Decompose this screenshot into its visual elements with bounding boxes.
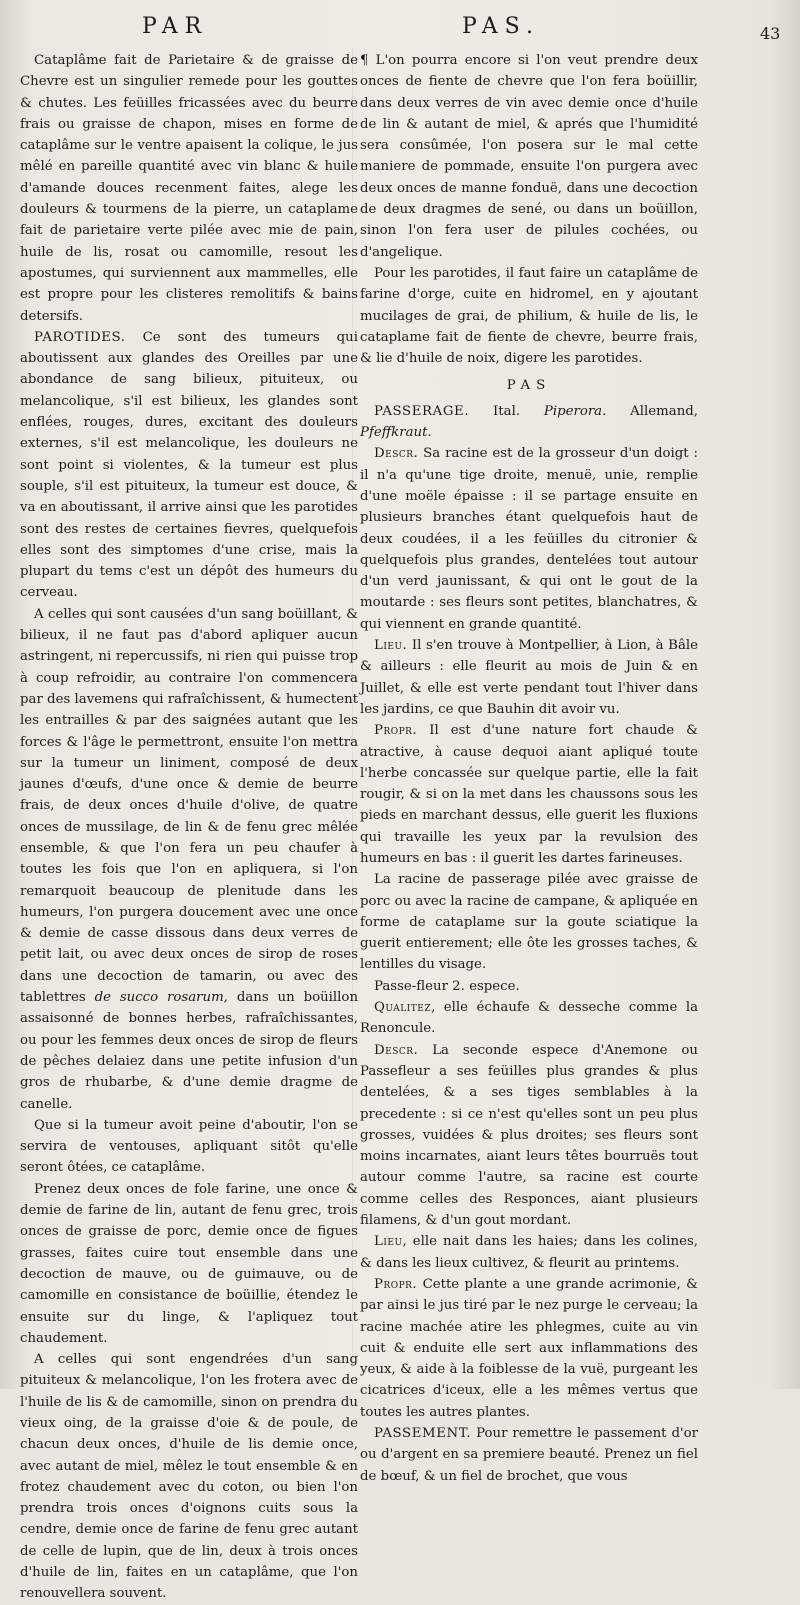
entry-keyword: PASSEMENT. xyxy=(374,1426,472,1441)
passerage-description xyxy=(360,443,698,635)
paragraph-text: Cette plante a une grande acrimonie, & par ainsi le jus tiré par le nez purge le cerveau; la racine machée atire les phlegmes, cuite au vin cuit & enduite elle sert aux inflammations des yeux, & aide à la foiblesse de la vuë, purgeant les cicatrices d'iceux, elle a les mêmes vertus que toutes les autres plantes. xyxy=(360,1276,698,1420)
page-number: 43 xyxy=(760,24,781,43)
passe-fleur-qualities xyxy=(360,997,698,1040)
running-head-left: PAR xyxy=(142,14,209,39)
passe-fleur-properties xyxy=(360,1274,698,1423)
paragraph-text: Il est d'une nature fort chaude & atractive, à cause dequoi aiant apliqué toute l'herbe concassée sur quelque partie, elle la fait rougir, & si on la met dans les chaussons sous les pieds en marchant dessus, elle guerit les fluxions qui travaille les yeux par la revulsion des humeurs en bas : il guerit les dartes farineuses. xyxy=(360,723,698,866)
section-label: Propr. xyxy=(374,1276,418,1292)
paragraph-text: dans un boüillon assaisonné de bonnes herbes, rafraîchissantes, ou pour les femmes deux onces de sirop de fleurs de pêches delaiez dans une petite infusion d'un gros de rhubarbe, & d'une demie dragme de canelle. xyxy=(20,990,359,1112)
entry-passerage xyxy=(360,401,698,444)
entry-keyword: PASSERAGE. xyxy=(374,403,470,419)
left-column xyxy=(20,50,358,1605)
running-head-right: PAS. xyxy=(462,14,540,39)
entry-text: Ital. xyxy=(469,403,521,419)
entry-parotides xyxy=(20,327,358,604)
paragraph-fiente: ¶ L'on pourra encore si l'on veut prendre deux onces de fiente de chevre que l'on fera boüillir, dans deux verres de vin avec demie once d'huile de lin & autant de miel, & aprés que l'humidité sera consûmée, l'on posera sur le mal cette maniere de pommade, ensuite l'on purgera avec deux onces de manne fonduë, dans une decoction de deux dragmes de sené, ou dans un boüillon, sinon l'on fera user de pilules cochées, ou d'angelique. xyxy=(360,53,698,260)
passerage-root: La racine de passerage pilée avec graisse de porc ou avec la racine de campane, & apliquée en forme de cataplame sur la goute sciatique la guerit entierement; elle ôte les grosses taches, & lentilles du visage. xyxy=(360,872,698,973)
paragraph-ventouses: Que si la tumeur avoit peine d'aboutir, l'on se servira de ventouses, apliquant sitôt qu'elle seront ôtées, ce cataplâme. xyxy=(20,1117,358,1176)
paragraph-text: , elle nait dans les haies; dans les colines, & dans les lieux cultivez, & fleurit au printems. xyxy=(360,1234,698,1271)
paragraph-pituitous: A celles qui sont engendrées d'un sang pituiteux & melancolique, l'on les frotera avec de l'huile de lis & de camomille, sinon on prendra du vieux oing, de la graisse d'oie & de poule, de chacun deux onces, d'huile de lis demie once, avec autant de miel, mêlez le tout ensemble & en frotez chaudement avec du coton, ou bien l'on prendra trois onces d'oignons cuits sous la cendre, demie once de farine de fenu grec autant de celle de lupin, que de lin, deux à trois onces d'huile de lin, faites en un cataplâme, que l'on renouvellera souvent. xyxy=(20,1352,358,1602)
german-name: Pfeffkraut. xyxy=(360,425,432,441)
paragraph-text: A celles qui sont causées d'un sang boüillant, & bilieux, il ne faut pas d'abord apliquer aucun astringent, ni repercussifs, ni rien qui puisse trop à coup refroidir, au contraire l'on commencera par des lavemens qui rafraîchissent, & humectent les entrailles & par des saignées autant que les forces & l'âge le permettront, ensuite l'on mettra sur la tumeur un liniment, composé de deux jaunes d'œufs, d'une once & demie de beurre frais, de deux onces d'huile d'olive, de quatre onces de mussilage, de lin & de fenu grec mêlée ensemble, & que l'on fera un peu chaufer à toutes les fois que l'on en apliquera, si l'on remarquoit beaucoup de plenitude dans les humeurs, l'on purgera doucement avec une once & demie de casse dissous dans deux verres de petit lait, ou avec deux onces de sirop de roses dans une decoction de tamarin, ou avec des tablettres xyxy=(20,606,358,1006)
subentry-passe-fleur: Passe-fleur 2. espece. xyxy=(374,978,520,994)
passe-fleur-location xyxy=(360,1231,698,1274)
passe-fleur-description xyxy=(360,1040,698,1232)
paragraph-text: La seconde espece d'Anemone ou Passefleur a ses feüilles plus grandes & plus dentelées, & a ses tiges semblables à la precedente : si ce n'est qu'elles sont un peu plus grosses, vuidées & plus droites; ses fleurs sont moins incarnates, aiant leurs têtes bourruës tout autour comme l'autre, sa racine est courte comme celles des Responces, aiant plusieurs filamens, & d'un gout mordant. xyxy=(360,1042,698,1229)
italian-name: Piperora. xyxy=(520,403,607,419)
section-label: Lieu xyxy=(374,1234,403,1250)
paragraph-text: , elle échaufe & desseche comme la Renoncule. xyxy=(360,1000,698,1037)
paragraph-parietaire: Cataplâme fait de Parietaire & de graisse de Chevre est un singulier remede pour les gouttes & chutes. Les feüilles fricassées avec du beurre frais ou graisse de chapon, mises en forme de cataplâme sur le ventre apaisent la colique, le jus mêlé en pareille quantité avec vin blanc & huile d'amande douces recenment faites, alege les douleurs & tourmens de la pierre, un cataplame fait de parietaire verte pilée avec mie de pain, huile de lis, rosat ou camomille, resout les apostumes, qui surviennent aux mammelles, elle est propre pour les clisteres remolitifs & bains detersifs. xyxy=(20,53,358,324)
section-label: Qualitez xyxy=(374,1000,432,1016)
section-label: Descr. xyxy=(374,446,419,462)
entry-text: Ce sont des tumeurs qui aboutissent aux glandes des Oreilles par une abondance de sang bilieux, pituiteux, ou melancolique, s'il est bilieux, les glandes sont enflées, rouges, dures, excitant des douleurs externes, s'il est melancolique, les douleurs ne sont point si violentes, & la tumeur est plus souple, s'il est pituiteux, la tumeur est douce, & va en aboutissant, il arrive ainsi que les parotides sont des restes de certaines fievres, quelquefois elles sont des simptomes d'une crise, mais la plupart du tems c'est un dépôt des humeurs du cerveau. xyxy=(20,329,358,601)
right-column xyxy=(360,50,698,1487)
section-label: Propr. xyxy=(374,723,418,739)
entry-keyword: PAROTIDES. xyxy=(34,329,126,345)
paragraph-parotides-cataplasm: Pour les parotides, il faut faire un cataplâme de farine d'orge, cuite en hidromel, en y ajoutant mucilages de grai, de philium, & huile de lis, le cataplame fait de fiente de chevre, beurre frais, & lie d'huile de noix, digere les parotides. xyxy=(360,265,698,367)
entry-passement xyxy=(360,1423,698,1487)
paragraph-bilious xyxy=(20,604,358,1115)
passerage-properties xyxy=(360,720,698,869)
section-heading: PAS xyxy=(506,378,552,394)
paragraph-text: Il s'en trouve à Montpellier, à Lion, à Bâle & ailleurs : elle fleurit au mois de Juin & en Juillet, & elle est verte pendant tout l'hiver dans les jardins, ce que Bauhin dit avoir vu. xyxy=(360,638,698,717)
section-label: Descr. xyxy=(374,1042,419,1058)
section-label: Lieu. xyxy=(374,638,408,654)
entry-text: Allemand, xyxy=(606,403,698,419)
passerage-location xyxy=(360,635,698,720)
paragraph-text: Pour remettre le passement d'or ou d'argent en sa premiere beauté. Prenez un fiel de bœuf, & un fiel de brochet, que vous xyxy=(360,1426,698,1484)
paragraph-recipe: Prenez deux onces de fole farine, une once & demie de farine de lin, autant de fenu grec, trois onces de graisse de porc, demie once de figues grasses, faites cuire tout ensemble dans une decoction de mauve, ou de guimauve, ou de camomille en consistance de boüillie, étendez le ensuite sur du linge, & l'apliquez tout chaudement. xyxy=(20,1181,358,1346)
paragraph-text: Sa racine est de la grosseur d'un doigt : il n'a qu'une tige droite, menuë, unie, remplie d'une moële épaisse : il se partage ensuite en plusieurs branches étant quelquefois haut de deux coudées, il a les feüilles du citronier & quelquefois plus grandes, dentelées tout autour d'un verd jaunissant, & qui ont le gout de la moutarde : ses fleurs sont petites, blanchatres, & qui viennent en grande quantité. xyxy=(360,446,698,632)
latin-term: de succo rosarum, xyxy=(94,990,228,1006)
